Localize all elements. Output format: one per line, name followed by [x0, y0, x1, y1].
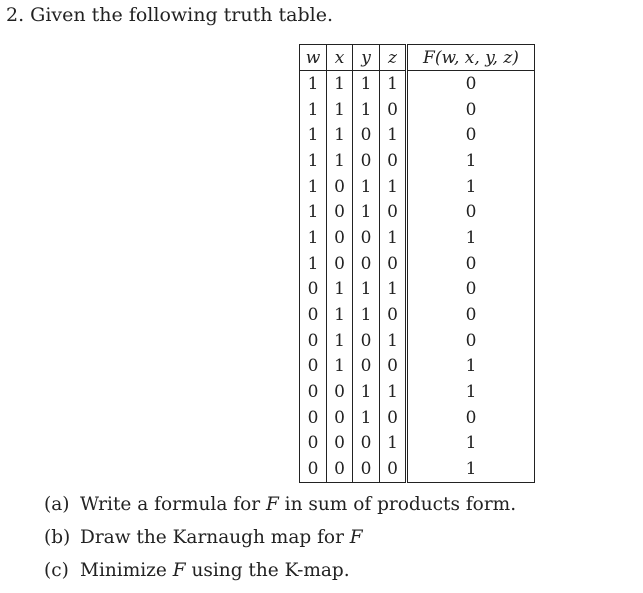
cell-z: 1 — [380, 431, 407, 457]
cell-z: 1 — [380, 71, 407, 97]
cell-y: 1 — [353, 405, 380, 431]
cell-x: 1 — [327, 328, 353, 354]
cell-w: 1 — [307, 99, 319, 120]
table-row — [300, 225, 535, 251]
table-row — [300, 456, 535, 482]
cell-z: 0 — [380, 405, 407, 431]
cell-f: 1 — [407, 379, 535, 405]
cell-y: 1 — [353, 71, 380, 97]
cell-f: 0 — [407, 328, 535, 354]
cell-x: 0 — [327, 405, 353, 431]
cell-w: 1 — [307, 253, 319, 274]
truth-table — [299, 44, 535, 483]
cell-x: 1 — [327, 97, 353, 123]
part-b-var: F — [349, 527, 363, 548]
cell-w: 1 — [307, 125, 319, 146]
part-a-var: F — [265, 494, 279, 515]
cell-z: 1 — [380, 277, 407, 303]
part-a-text-before: Write a formula for — [80, 494, 266, 515]
part-c — [44, 560, 516, 593]
cell-y: 0 — [353, 431, 380, 457]
part-c-var: F — [172, 560, 186, 581]
table-row — [300, 328, 535, 354]
cell-x: 0 — [327, 456, 353, 482]
cell-f: 1 — [407, 174, 535, 200]
cell-x: 1 — [327, 71, 353, 97]
cell-y: 0 — [353, 251, 380, 277]
cell-f: 1 — [407, 431, 535, 457]
cell-w: 1 — [307, 202, 319, 223]
table-row — [300, 122, 535, 148]
cell-z: 1 — [380, 174, 407, 200]
cell-x: 1 — [327, 354, 353, 380]
cell-f: 0 — [407, 405, 535, 431]
cell-x: 1 — [327, 302, 353, 328]
cell-x: 1 — [327, 277, 353, 303]
cell-x: 0 — [327, 174, 353, 200]
cell-y: 1 — [353, 277, 380, 303]
cell-x: 0 — [327, 199, 353, 225]
cell-w: 1 — [307, 227, 319, 248]
part-b — [44, 527, 516, 560]
cell-z: 0 — [380, 251, 407, 277]
cell-z: 0 — [380, 456, 407, 482]
cell-z: 0 — [380, 354, 407, 380]
cell-y: 0 — [353, 148, 380, 174]
cell-w: 0 — [307, 279, 319, 300]
table-row — [300, 405, 535, 431]
cell-z: 0 — [380, 97, 407, 123]
cell-f: 1 — [407, 148, 535, 174]
cell-f: 0 — [407, 97, 535, 123]
part-a-text-after: in sum of products form. — [278, 494, 517, 515]
cell-f: 1 — [407, 456, 535, 482]
cell-w: 0 — [307, 433, 319, 454]
cell-w: 0 — [307, 330, 319, 351]
cell-f: 1 — [407, 225, 535, 251]
header-f: F(w, x, y, z) — [407, 45, 535, 71]
cell-w: 0 — [307, 356, 319, 377]
header-x: x — [327, 45, 353, 71]
cell-z: 0 — [380, 148, 407, 174]
cell-w: 1 — [307, 150, 319, 171]
part-c-text-after: using the K-map. — [185, 560, 350, 581]
cell-x: 0 — [327, 379, 353, 405]
header-z: z — [380, 45, 407, 71]
cell-f: 0 — [407, 71, 535, 97]
part-c-text-before: Minimize — [80, 560, 173, 581]
cell-x: 0 — [327, 431, 353, 457]
table-row — [300, 199, 535, 225]
problem-heading: 2. Given the following truth table. — [6, 4, 334, 26]
header-y: y — [353, 45, 380, 71]
table-row — [300, 379, 535, 405]
cell-z: 1 — [380, 122, 407, 148]
part-b-text-before: Draw the Karnaugh map for — [80, 527, 350, 548]
cell-x: 1 — [327, 148, 353, 174]
table-row — [300, 431, 535, 457]
part-c-label: (c) — [44, 560, 69, 581]
cell-w: 0 — [307, 407, 319, 428]
part-b-label: (b) — [44, 527, 71, 548]
truth-table-header-row — [300, 45, 535, 71]
cell-f: 1 — [407, 354, 535, 380]
table-row — [300, 97, 535, 123]
cell-w: 1 — [307, 73, 319, 94]
cell-f: 0 — [407, 251, 535, 277]
cell-w: 0 — [307, 382, 319, 403]
table-row — [300, 277, 535, 303]
cell-y: 1 — [353, 97, 380, 123]
cell-z: 1 — [380, 379, 407, 405]
part-a — [44, 494, 516, 527]
table-row — [300, 251, 535, 277]
cell-y: 0 — [353, 354, 380, 380]
part-a-label: (a) — [44, 494, 70, 515]
cell-y: 0 — [353, 122, 380, 148]
cell-w: 0 — [307, 459, 319, 480]
cell-z: 1 — [380, 328, 407, 354]
cell-y: 1 — [353, 379, 380, 405]
cell-y: 1 — [353, 302, 380, 328]
cell-z: 0 — [380, 302, 407, 328]
cell-y: 0 — [353, 456, 380, 482]
cell-y: 1 — [353, 174, 380, 200]
cell-y: 0 — [353, 225, 380, 251]
cell-w: 0 — [307, 305, 319, 326]
cell-z: 0 — [380, 199, 407, 225]
cell-f: 0 — [407, 122, 535, 148]
cell-z: 1 — [380, 225, 407, 251]
cell-y: 0 — [353, 328, 380, 354]
cell-f: 0 — [407, 302, 535, 328]
question-parts — [44, 494, 516, 593]
cell-f: 0 — [407, 277, 535, 303]
cell-y: 1 — [353, 199, 380, 225]
header-w: w — [300, 45, 327, 71]
table-row — [300, 174, 535, 200]
cell-x: 0 — [327, 225, 353, 251]
cell-f: 0 — [407, 199, 535, 225]
table-row — [300, 148, 535, 174]
cell-w: 1 — [307, 176, 319, 197]
table-row — [300, 71, 535, 97]
table-row — [300, 302, 535, 328]
cell-x: 0 — [327, 251, 353, 277]
cell-x: 1 — [327, 122, 353, 148]
table-row — [300, 354, 535, 380]
truth-table-body — [300, 71, 535, 483]
